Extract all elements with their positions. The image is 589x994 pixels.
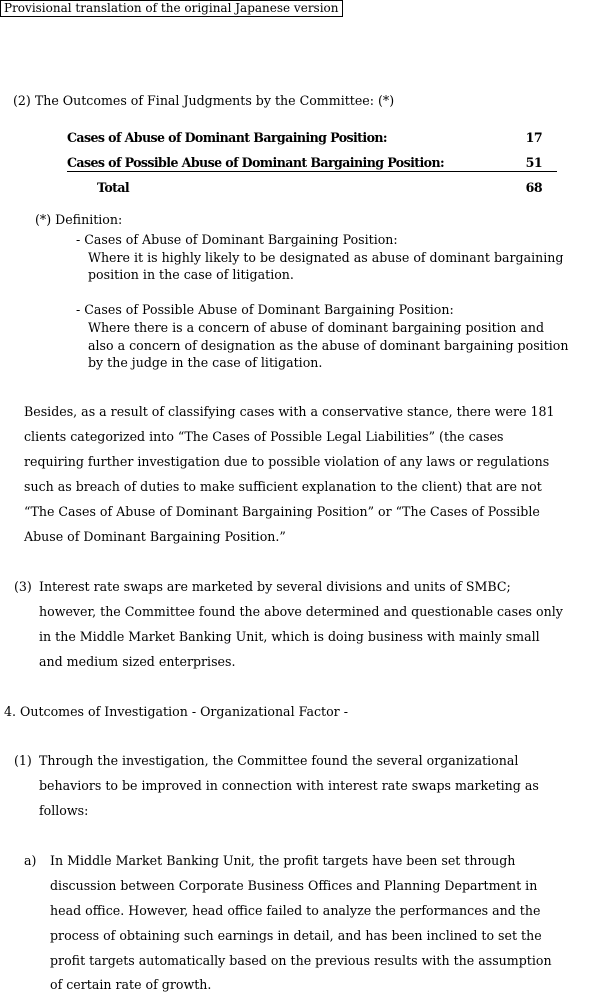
section-4-1-line-3: follows: — [39, 803, 89, 818]
item-a-line-4: process of obtaining such earnings in detail, and has been inclined to set the — [50, 928, 542, 943]
definition-item-1-title: - Cases of Abuse of Dominant Bargaining Position: — [76, 232, 398, 247]
item-a-line-2: discussion between Corporate Business Offices and Planning Department in — [50, 878, 538, 893]
section-4-1-marker: (1) — [14, 753, 32, 768]
definition-item-2-line-2: also a concern of designation as the abuse of dominant bargaining position — [88, 338, 569, 353]
besides-line-6: Abuse of Dominant Bargaining Position.” — [24, 529, 286, 544]
translation-banner: Provisional translation of the original Japanese version — [0, 0, 343, 17]
table-total-rule — [67, 171, 557, 172]
section-3-line-3: in the Middle Market Banking Unit, which is doing business with mainly small — [39, 629, 540, 644]
section-3-line-1: Interest rate swaps are marketed by several divisions and units of SMBC; — [39, 579, 511, 594]
item-a-line-1: In Middle Market Banking Unit, the profit targets have been set through — [50, 853, 516, 868]
item-a-line-5: profit targets automatically based on the previous results with the assumption — [50, 953, 552, 968]
section-4-heading: 4. Outcomes of Investigation - Organizational Factor - — [4, 704, 348, 719]
definition-item-2-title: - Cases of Possible Abuse of Dominant Bargaining Position: — [76, 302, 454, 317]
item-a-line-3: head office. However, head office failed to analyze the performances and the — [50, 903, 541, 918]
table-row-possible-abuse-value: 51 — [525, 155, 542, 170]
definition-item-2-line-3: by the judge in the case of litigation. — [88, 355, 323, 370]
section-3-line-2: however, the Committee found the above determined and questionable cases only — [39, 604, 563, 619]
table-row-abuse-value: 17 — [525, 130, 542, 145]
item-a-marker: a) — [24, 853, 37, 868]
section-3-marker: (3) — [14, 579, 32, 594]
item-a-line-6: of certain rate of growth. — [50, 977, 212, 992]
definition-heading: (*) Definition: — [35, 212, 123, 227]
section-4-1-line-1: Through the investigation, the Committee found the several organizational — [39, 753, 519, 768]
section-2-heading: (2) The Outcomes of Final Judgments by the Committee: (*) — [13, 93, 395, 108]
table-row-possible-abuse-label: Cases of Possible Abuse of Dominant Bargaining Position: — [67, 155, 445, 170]
definition-item-2-line-1: Where there is a concern of abuse of dominant bargaining position and — [88, 320, 545, 335]
besides-line-1: Besides, as a result of classifying cases with a conservative stance, there were 181 — [24, 404, 555, 419]
section-3-line-4: and medium sized enterprises. — [39, 654, 236, 669]
definition-item-1-line-1: Where it is highly likely to be designated as abuse of dominant bargaining — [88, 250, 564, 265]
table-row-abuse-label: Cases of Abuse of Dominant Bargaining Position: — [67, 130, 387, 145]
besides-line-2: clients categorized into “The Cases of Possible Legal Liabilities” (the cases — [24, 429, 504, 444]
besides-line-4: such as breach of duties to make sufficient explanation to the client) that are not — [24, 479, 542, 494]
table-total-value: 68 — [525, 180, 542, 195]
definition-item-1-line-2: position in the case of litigation. — [88, 267, 294, 282]
besides-line-5: “The Cases of Abuse of Dominant Bargaining Position” or “The Cases of Possible — [24, 504, 540, 519]
section-4-1-line-2: behaviors to be improved in connection with interest rate swaps marketing as — [39, 778, 539, 793]
table-total-label: Total — [97, 180, 130, 195]
besides-line-3: requiring further investigation due to possible violation of any laws or regulations — [24, 454, 550, 469]
